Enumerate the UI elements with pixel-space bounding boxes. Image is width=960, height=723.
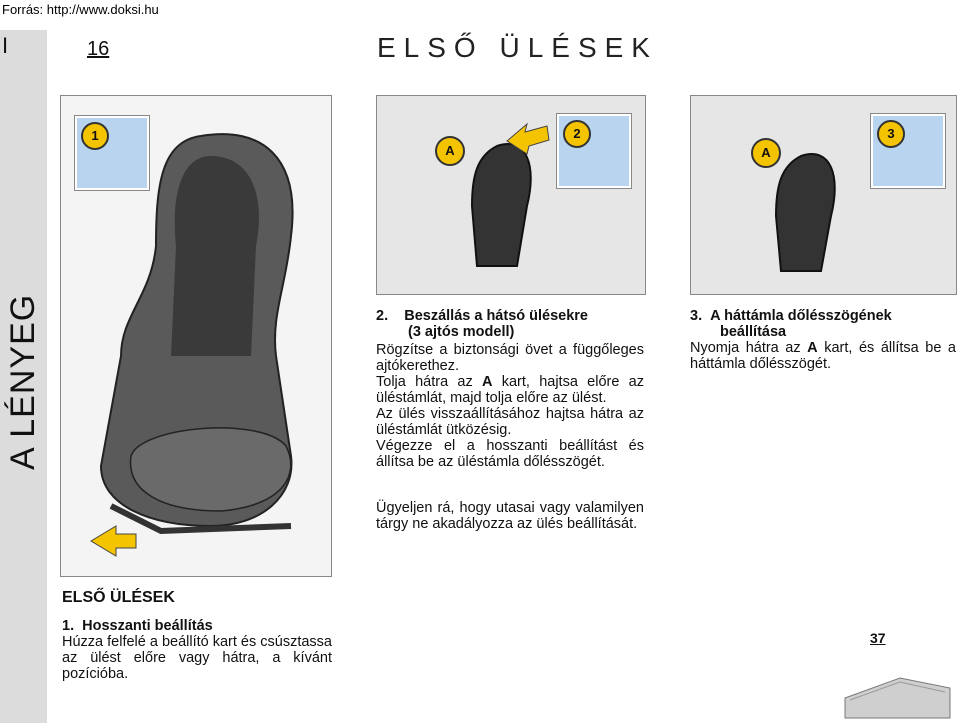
section-3-heading-2: beállítása <box>720 324 787 340</box>
badge-3: 3 <box>877 120 905 148</box>
lever-illustration-2 <box>376 95 646 295</box>
badge-2: 2 <box>563 120 591 148</box>
section-3-p1-a: Nyomja hátra az <box>690 340 808 356</box>
section-2-subheading: (3 ajtós modell) <box>408 324 515 340</box>
corner-page-number: 37 <box>870 630 886 646</box>
section-2 <box>376 308 644 532</box>
section-2-note: Ügyeljen rá, hogy utasai vagy valamilyen tárgy ne akadályozza az ülés beállítását. <box>376 500 644 532</box>
sidebar-roman-numeral: I <box>2 33 9 58</box>
section-3-p1-c: kart, és állítsa be a háttámla dőlésszögét. <box>690 340 956 372</box>
section-3-heading-text: A háttámla dőlésszögének <box>710 308 892 324</box>
section-2-p1: Rögzítse a biztonsági övet a függőleges ajtókerethez. <box>376 342 644 374</box>
section-2-p4: Végezze el a hosszanti beállítást és állítsa be az üléstámla dőlésszögét. <box>376 438 644 470</box>
section-2-p2-a: Tolja hátra az <box>376 374 482 390</box>
badge-1: 1 <box>81 122 109 150</box>
thumbnail-3 <box>871 114 945 188</box>
section-3-heading <box>690 308 956 324</box>
section-3-p1 <box>690 340 956 372</box>
section-2-heading <box>376 308 644 324</box>
source-line: Forrás: http://www.doksi.hu <box>2 2 159 17</box>
section-2-p2-c: kart, hajtsa előre az üléstámlát, majd tolja előre az ülést. <box>376 374 644 406</box>
front-s1-heading <box>62 618 332 634</box>
seat-illustration <box>60 95 332 577</box>
section-3-p1-lever: A <box>807 340 818 356</box>
front-s1-text: Húzza felfelé a beállító kart és csúsztassa az ülést előre vagy hátra, a kívánt pozícióba. <box>62 634 332 682</box>
lever-a-badge-2: A <box>435 136 465 166</box>
section-2-p2 <box>376 374 644 406</box>
lever-a-badge-3: A <box>751 138 781 168</box>
lever-illustration-3 <box>690 95 957 295</box>
section-2-heading-text: Beszállás a hátsó ülésekre <box>404 308 588 324</box>
section-3-number: 3. <box>690 308 703 324</box>
thumbnail-2 <box>557 114 631 188</box>
section-2-p3: Az ülés visszaállításához hajtsa hátra az üléstámlát ütközésig. <box>376 406 644 438</box>
page-title: ELSŐ ÜLÉSEK <box>377 32 658 63</box>
front-seats-heading: ELSŐ ÜLÉSEK <box>62 589 175 606</box>
seat-drawing <box>61 96 331 576</box>
section-2-p2-lever: A <box>481 374 493 390</box>
page-corner-graphic <box>840 648 955 720</box>
section-3 <box>690 308 956 372</box>
front-s1-heading-text: Hosszanti beállítás <box>82 618 213 634</box>
sidebar-vertical-title: A LÉNYEG <box>4 293 42 470</box>
front-s1-number: 1. <box>62 618 75 634</box>
section-2-number: 2. <box>376 308 389 324</box>
front-seats-section <box>62 590 332 682</box>
page-number: 16 <box>87 38 110 60</box>
